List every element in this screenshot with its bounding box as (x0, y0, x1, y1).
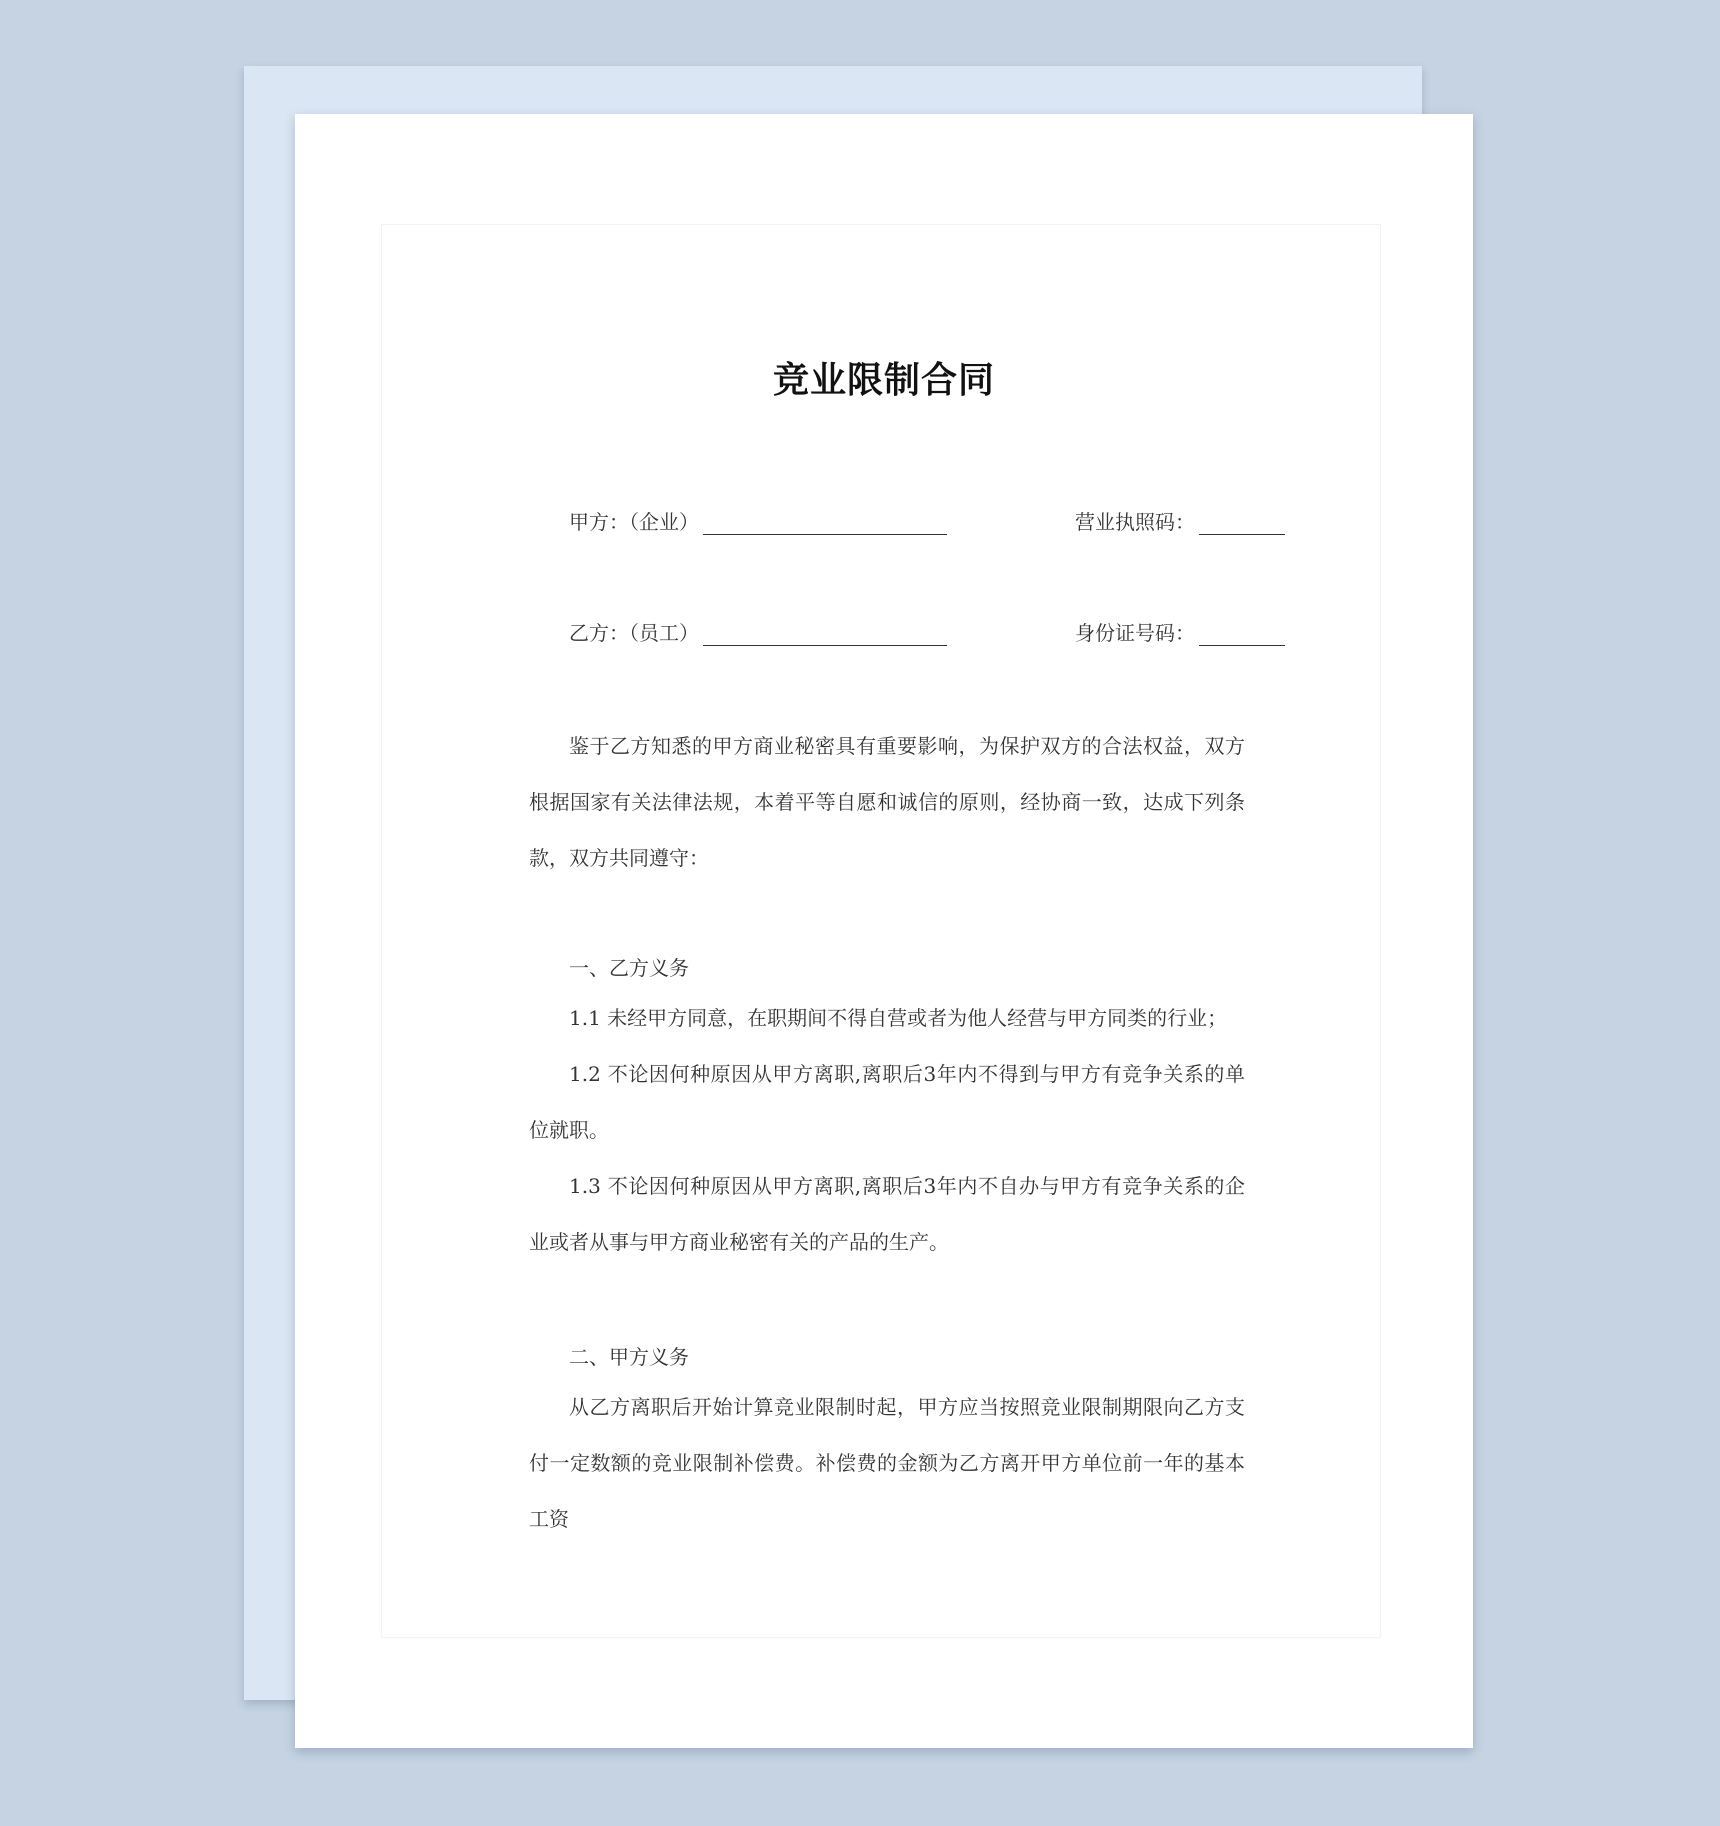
business-license-blank[interactable] (1199, 512, 1285, 535)
section-2-heading: 二、甲方义务 (569, 1345, 689, 1369)
preamble-paragraph: 鉴于乙方知悉的甲方商业秘密具有重要影响，为保护双方的合法权益，双方根据国家有关法律法规，本着平等自愿和诚信的原则，经协商一致，达成下列条款，双方共同遵守： (529, 734, 1245, 870)
party-a-name-blank[interactable] (703, 512, 947, 535)
party-b-label: 乙方：（员工） (569, 621, 699, 645)
section-2-body: 从乙方离职后开始计算竞业限制时起，甲方应当按照竞业限制期限向乙方支付一定数额的竞业限制补偿费。补偿费的金额为乙方离开甲方单位前一年的基本工资 (529, 1395, 1245, 1531)
clause-1-2: 1.2 不论因何种原因从甲方离职,离职后3年内不得到与甲方有竞争关系的单位就职。 (529, 1062, 1245, 1142)
id-number-blank[interactable] (1199, 623, 1285, 646)
section-1-heading: 一、乙方义务 (569, 956, 689, 980)
party-a-label: 甲方：（企业） (569, 510, 699, 534)
clause-1-3: 1.3 不论因何种原因从甲方离职,离职后3年内不自办与甲方有竞争关系的企业或者从事与甲方商业秘密有关的产品的生产。 (529, 1174, 1245, 1254)
party-b-name-blank[interactable] (703, 623, 947, 646)
clause-1-1: 1.1 未经甲方同意，在职期间不得自营或者为他人经营与甲方同类的行业； (569, 1006, 1228, 1030)
party-b-field (569, 617, 947, 646)
business-license-label: 营业执照码： (1075, 510, 1195, 534)
document-title: 竞业限制合同 (772, 360, 995, 401)
party-b-row (569, 617, 1285, 657)
id-number-field (1075, 617, 1285, 646)
business-license-field (1075, 506, 1285, 535)
id-number-label: 身份证号码： (1075, 621, 1195, 645)
party-a-field (569, 506, 947, 535)
contract-page (295, 114, 1473, 1748)
party-a-row (569, 506, 1285, 546)
